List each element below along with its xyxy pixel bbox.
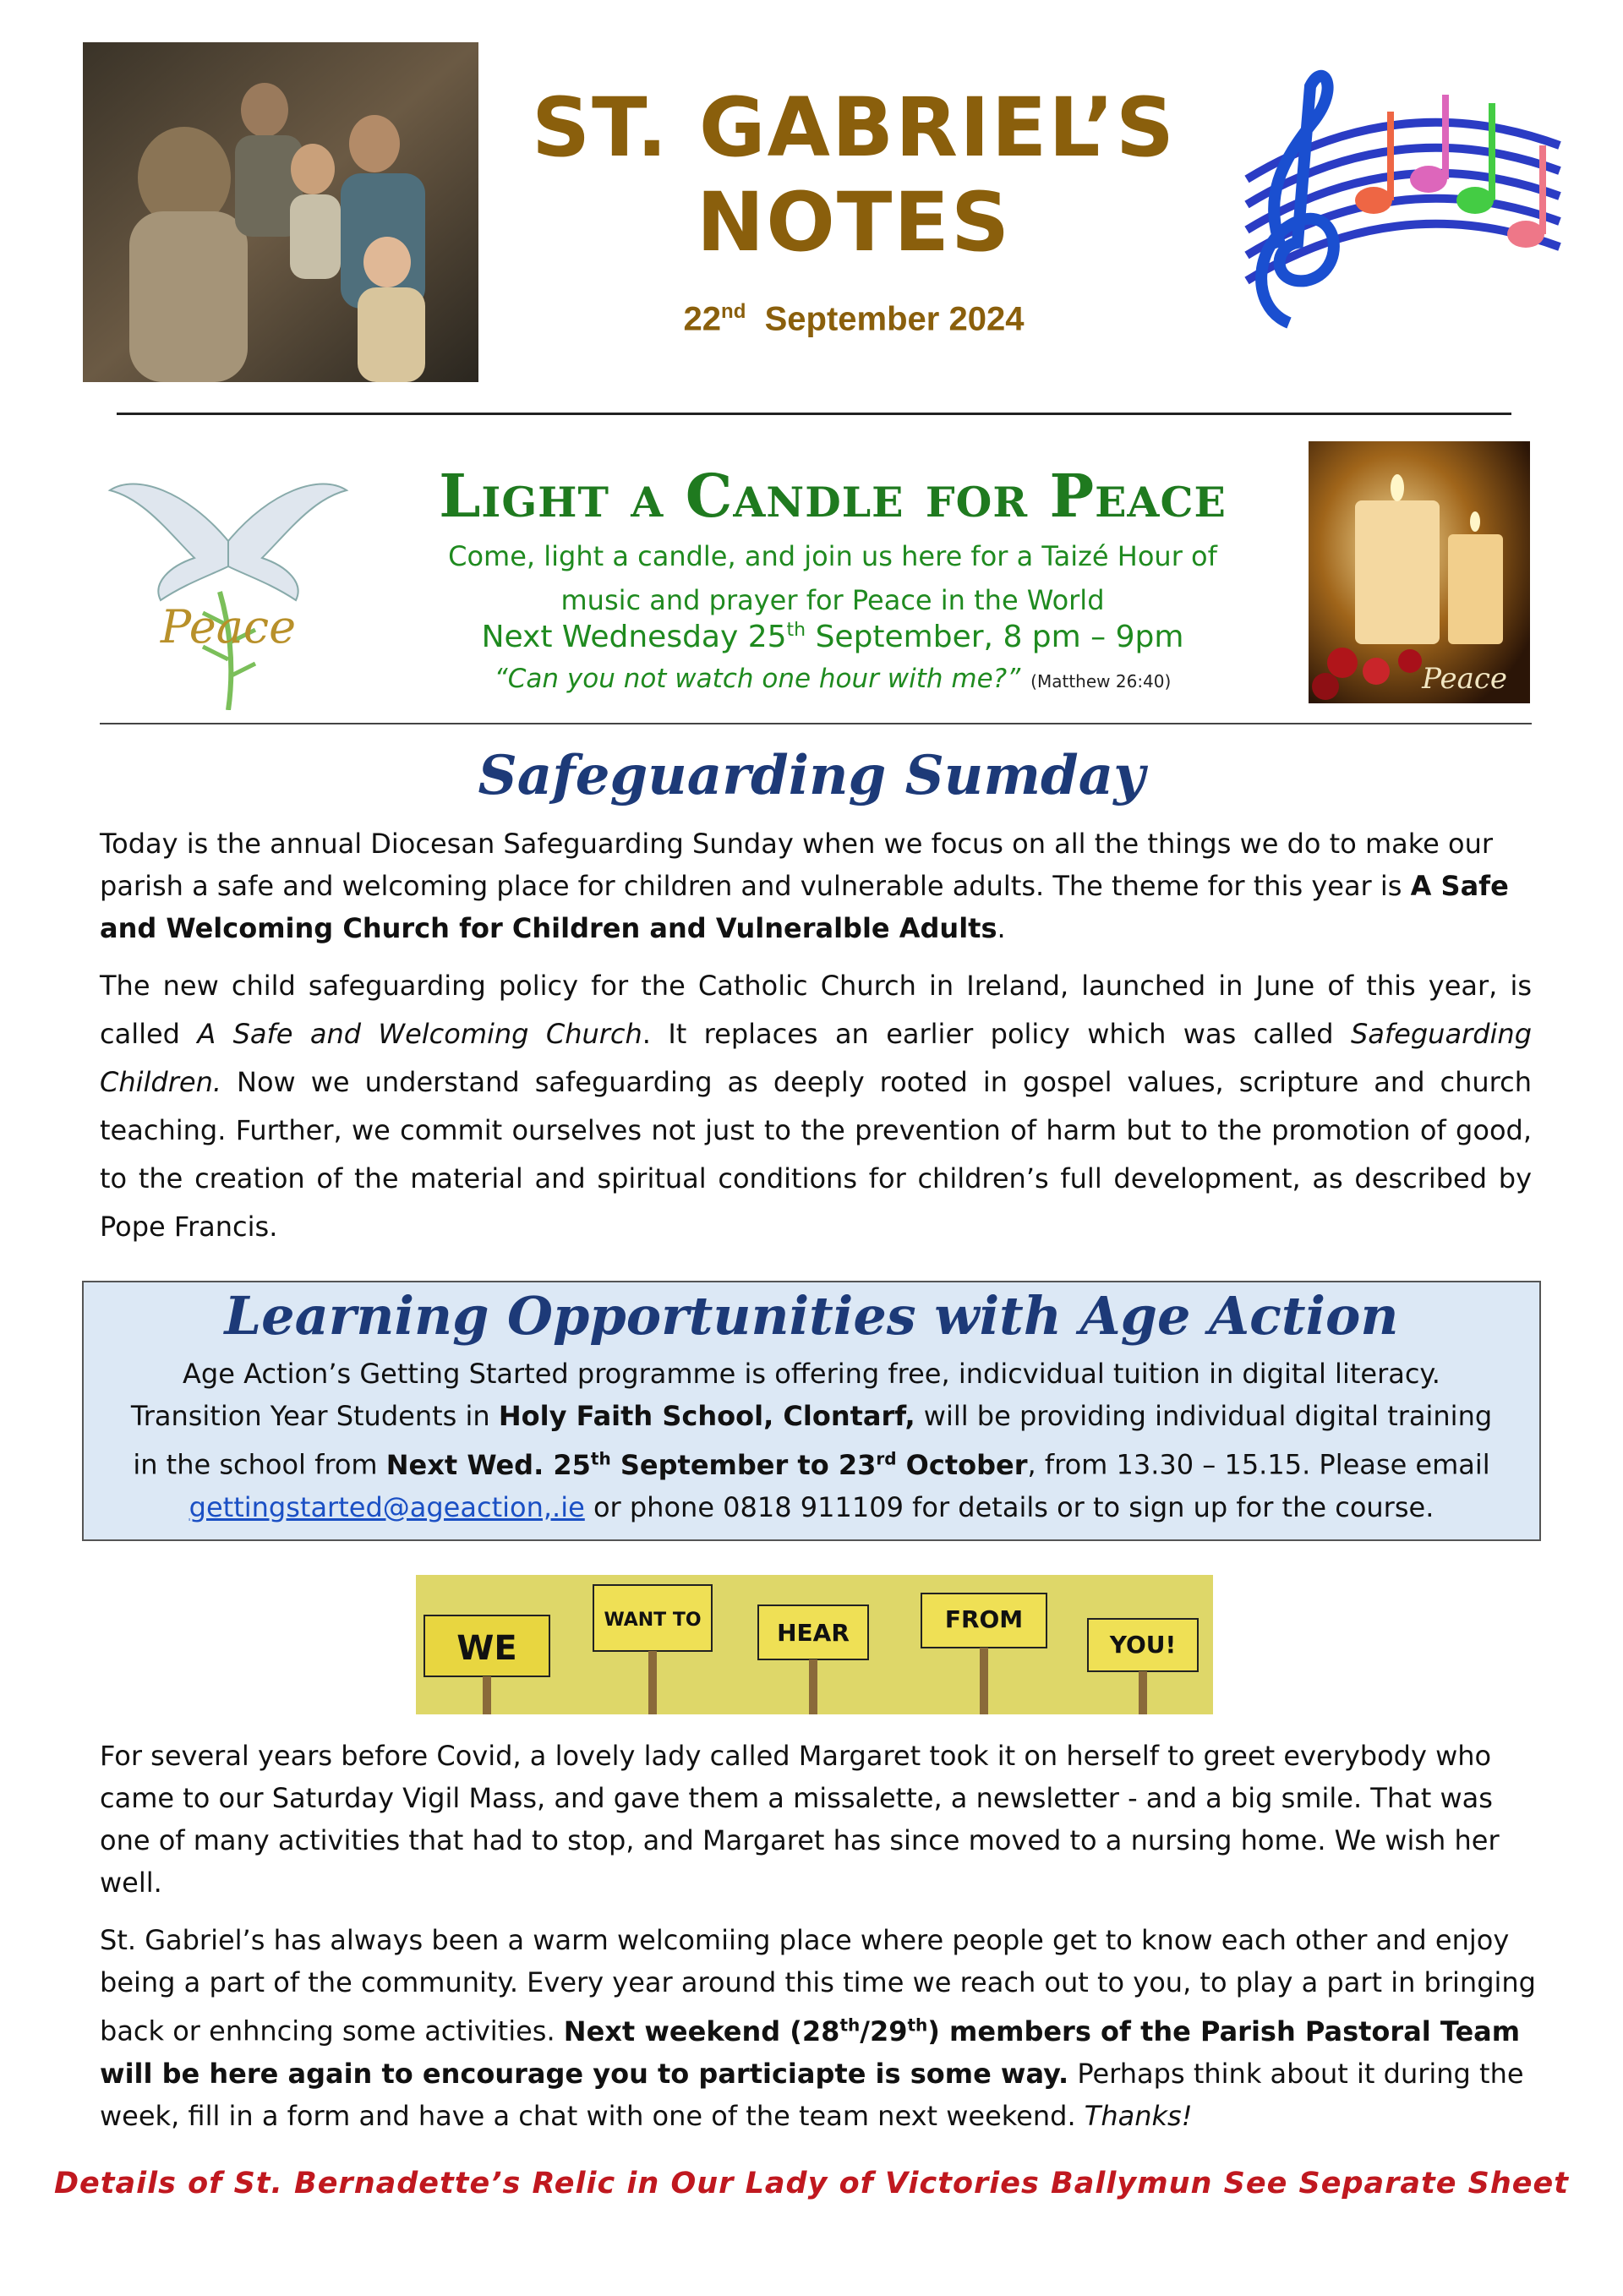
- candle-when-rest: September, 8 pm – 9pm: [806, 620, 1184, 654]
- title-line-1: ST. GABRIEL’S: [531, 80, 1177, 175]
- date-suffix: nd: [721, 300, 746, 323]
- candle-when-prefix: Next Wednesday 25: [481, 620, 787, 654]
- learning-line-1: Age Action’s Getting Started programme is offering free, indicvidual tuition in digital literacy.: [183, 1358, 1440, 1390]
- candle-divider: [100, 723, 1532, 724]
- learning-line-3: [93, 1437, 1530, 1486]
- p1-end: .: [997, 912, 1006, 944]
- l3-sup1: th: [590, 1448, 611, 1468]
- p2-policy-old: Safeguarding Children.: [100, 1018, 1533, 1098]
- l4-rest: or phone 0818 911109 for details or to sign up for the course.: [584, 1490, 1434, 1523]
- candles-photo: [1309, 441, 1530, 703]
- p1-text: Today is the annual Diocesan Safeguarding Sunday when we focus on all the things we do to make our parish a safe and welcoming place for children and vulnerable adults. The theme for this year is: [100, 828, 1493, 902]
- learning-heading: Learning Opportunities with Age Action: [224, 1285, 1399, 1347]
- candle-quote: [363, 664, 1302, 694]
- p4-b2: /29: [860, 2014, 908, 2047]
- banner-word-from: FROM: [944, 1605, 1024, 1633]
- p1-theme: A Safe and Welcoming Church for Children and Vulneralble Adults: [100, 870, 1509, 944]
- title-line-2: NOTES: [696, 175, 1012, 270]
- l3-sup2: rd: [876, 1448, 897, 1468]
- music-notes-icon: [1230, 52, 1568, 340]
- p2-text-b: . It replaces an earlier policy which was called: [642, 1018, 1351, 1050]
- quote-text: “Can you not watch one hour with me?”: [494, 664, 1021, 694]
- header-divider: [117, 413, 1511, 415]
- candle-line-1: Come, light a candle, and join us here for a Taizé Hour of: [448, 540, 1217, 572]
- welcome-paragraph-1: For several years before Covid, a lovely lady called Margaret took it on herself to greet everybody who came to our Saturday Vigil Mass, and gave them a missalette, a newsletter - and a big smile. That was one of many activities that had to stop, and Margaret has since moved to a nursing home. We wish her well.: [100, 1740, 1500, 1899]
- p4-b1: Next weekend (28: [563, 2014, 840, 2047]
- p4-b3: ) members of the Parish Pastoral Team will be here again to encourage you to particiapte is some way.: [100, 2014, 1521, 2090]
- banner-word-hear: HEAR: [777, 1619, 850, 1647]
- l3-b3: October: [896, 1448, 1028, 1481]
- safeguarding-paragraph-1: [100, 823, 1528, 949]
- candle-section-title: Light a Candle for Peace: [439, 461, 1227, 531]
- learning-body: [93, 1353, 1530, 1528]
- we-want-to-hear-from-you-banner: [416, 1575, 1213, 1714]
- issue-date: [473, 300, 1234, 338]
- p4-a: St. Gabriel’s has always been a warm welcomiing place where people get to know each other and enjoy being a part of the community. Every year around this time we reach out to you, to play a part in bringing back or enhncing some activities.: [100, 1924, 1536, 2047]
- p2-policy-new: A Safe and Welcoming Church: [197, 1018, 642, 1050]
- p4-c: Perhaps think about it during the week, fill in a form and have a chat with one of the team next weekend.: [100, 2057, 1524, 2132]
- l2-c: will be providing individual digital training: [915, 1400, 1493, 1432]
- date-rest: September 2024: [764, 300, 1025, 338]
- learning-line-4: [93, 1486, 1530, 1528]
- l2-a: Transition Year Students in: [130, 1400, 499, 1432]
- banner-word-you: YOU!: [1109, 1631, 1177, 1659]
- p2-text-a: The new child safeguarding policy for the Catholic Church in Ireland, launched in June of this year, is called: [100, 970, 1532, 1050]
- p4-sup2: th: [907, 2014, 928, 2035]
- peace-doves-image: [101, 440, 355, 710]
- newsletter-title: [473, 80, 1234, 270]
- candle-when-suffix: th: [786, 620, 806, 641]
- welcome-paragraph-2: [100, 1919, 1537, 2137]
- l3-a: in the school from: [133, 1448, 386, 1481]
- email-link[interactable]: gettingstarted@ageaction,.ie: [189, 1490, 585, 1523]
- p2-text-c: Now we understand safeguarding as deeply rooted in gospel values, scripture and church teaching. Further, we commit ourselves not just to the prevention of harm but to the promotion of good, to the creation of the material and spiritual conditions for children’s full development, as described by Pope Francis.: [100, 1066, 1532, 1243]
- p4-sup1: th: [839, 2014, 861, 2035]
- safeguarding-paragraph-2: [100, 962, 1532, 1251]
- learning-line-2: [93, 1395, 1530, 1437]
- l3-b2: September to 23: [610, 1448, 877, 1481]
- doves-caption: Peace: [160, 600, 297, 653]
- footer-notice: Details of St. Bernadette’s Relic in Our Lady of Victories Ballymun See Separate Sheet: [53, 2167, 1569, 2200]
- candle-line-2: music and prayer for Peace in the World: [560, 584, 1105, 616]
- l3-b1: Next Wed. 25: [385, 1448, 591, 1481]
- banner-word-we: WE: [456, 1629, 517, 1668]
- header-photo-jesus-children: [83, 42, 478, 382]
- learning-dates: [386, 1449, 1028, 1481]
- date-day: 22: [683, 300, 722, 338]
- school-name: Holy Faith School, Clontarf,: [498, 1400, 915, 1432]
- l3-c: , from 13.30 – 15.15. Please email: [1027, 1448, 1490, 1481]
- banner-word-want-to: WANT TO: [604, 1610, 702, 1631]
- candle-event-time: [363, 620, 1302, 654]
- quote-reference: (Matthew 26:40): [1030, 671, 1172, 692]
- p4-thanks: Thanks!: [1084, 2099, 1193, 2132]
- candle-description: [363, 534, 1302, 622]
- safeguarding-heading: Safeguarding Sumday: [478, 744, 1145, 807]
- candles-caption: Peace: [1422, 662, 1507, 696]
